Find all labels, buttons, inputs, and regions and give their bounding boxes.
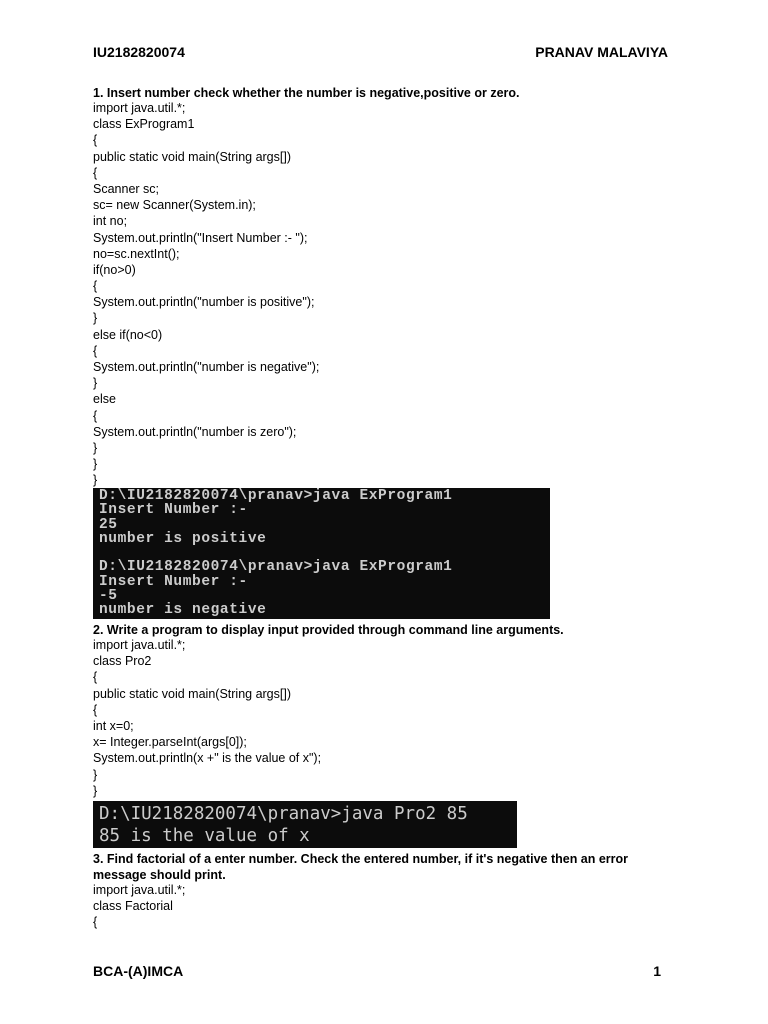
header-student-name: PRANAV MALAVIYA [535, 44, 668, 60]
code-line: { [93, 670, 98, 685]
code-line: if(no>0) [93, 262, 136, 277]
section-1-console-output [93, 488, 550, 619]
code-line: sc= new Scanner(System.in); [93, 198, 256, 213]
code-line: class Factorial [93, 899, 173, 914]
section-1-code [93, 100, 319, 489]
code-line: { [93, 343, 98, 358]
console-line: Insert Number :- [99, 573, 248, 590]
section-3-title-line-2: message should print. [93, 868, 226, 882]
section-3-code [93, 882, 185, 931]
code-line: } [93, 473, 98, 488]
code-line: System.out.println("number is positive"); [93, 295, 315, 310]
code-line: import java.util.*; [93, 101, 186, 115]
header-student-id: IU2182820074 [93, 44, 185, 60]
code-line: else if(no<0) [93, 327, 163, 342]
section-2-console-output [93, 801, 517, 848]
console-line: number is negative [99, 602, 267, 619]
code-line: import java.util.*; [93, 883, 186, 897]
console-line: D:\IU2182820074\pranav>java ExProgram1 [99, 488, 453, 504]
code-line: public static void main(String args[]) [93, 686, 291, 701]
code-line: System.out.println("number is zero"); [93, 424, 297, 439]
code-line: class ExProgram1 [93, 117, 195, 132]
code-line: } [93, 311, 98, 326]
code-line: import java.util.*; [93, 638, 186, 652]
code-line: int x=0; [93, 718, 134, 733]
code-line: x= Integer.parseInt(args[0]); [93, 735, 247, 750]
code-line: } [93, 783, 98, 798]
console-line: 85 is the value of x [99, 826, 310, 846]
code-line: { [93, 702, 98, 717]
console-line: Insert Number :- [99, 502, 248, 519]
console-line: D:\IU2182820074\pranav>java Pro2 85 [99, 804, 468, 824]
code-line: System.out.println("number is negative"); [93, 360, 320, 374]
console-line: D:\IU2182820074\pranav>java ExProgram1 [99, 559, 453, 576]
code-line: { [93, 915, 98, 930]
code-line: int no; [93, 214, 128, 229]
section-1-title: 1. Insert number check whether the number is negative,positive or zero. [93, 86, 520, 100]
code-line: class Pro2 [93, 654, 152, 669]
code-line: no=sc.nextInt(); [93, 246, 180, 261]
console-line: -5 [99, 588, 118, 605]
code-line: System.out.println(x +" is the value of x"); [93, 751, 322, 766]
code-line: Scanner sc; [93, 181, 160, 196]
section-2-title: 2. Write a program to display input provided through command line arguments. [93, 623, 564, 637]
code-line: { [93, 133, 98, 148]
section-2-code [93, 637, 321, 799]
code-line: { [93, 408, 98, 423]
section-3-title-line-1: 3. Find factorial of a enter number. Check the entered number, if it's negative then an error [93, 852, 629, 866]
code-line: public static void main(String args[]) [93, 149, 291, 164]
console-line: 25 [99, 516, 118, 533]
code-line: System.out.println("Insert Number :- "); [93, 230, 308, 245]
code-line: } [93, 457, 98, 472]
console-line: number is positive [99, 530, 267, 547]
code-line: } [93, 376, 98, 391]
code-line: { [93, 279, 98, 294]
console-blank-line [99, 546, 550, 560]
code-line: { [93, 165, 98, 180]
code-line: } [93, 767, 98, 782]
code-line: else [93, 392, 116, 407]
footer-page-number: 1 [653, 963, 661, 979]
code-line: } [93, 440, 98, 455]
footer-course: BCA-(A)IMCA [93, 963, 184, 979]
